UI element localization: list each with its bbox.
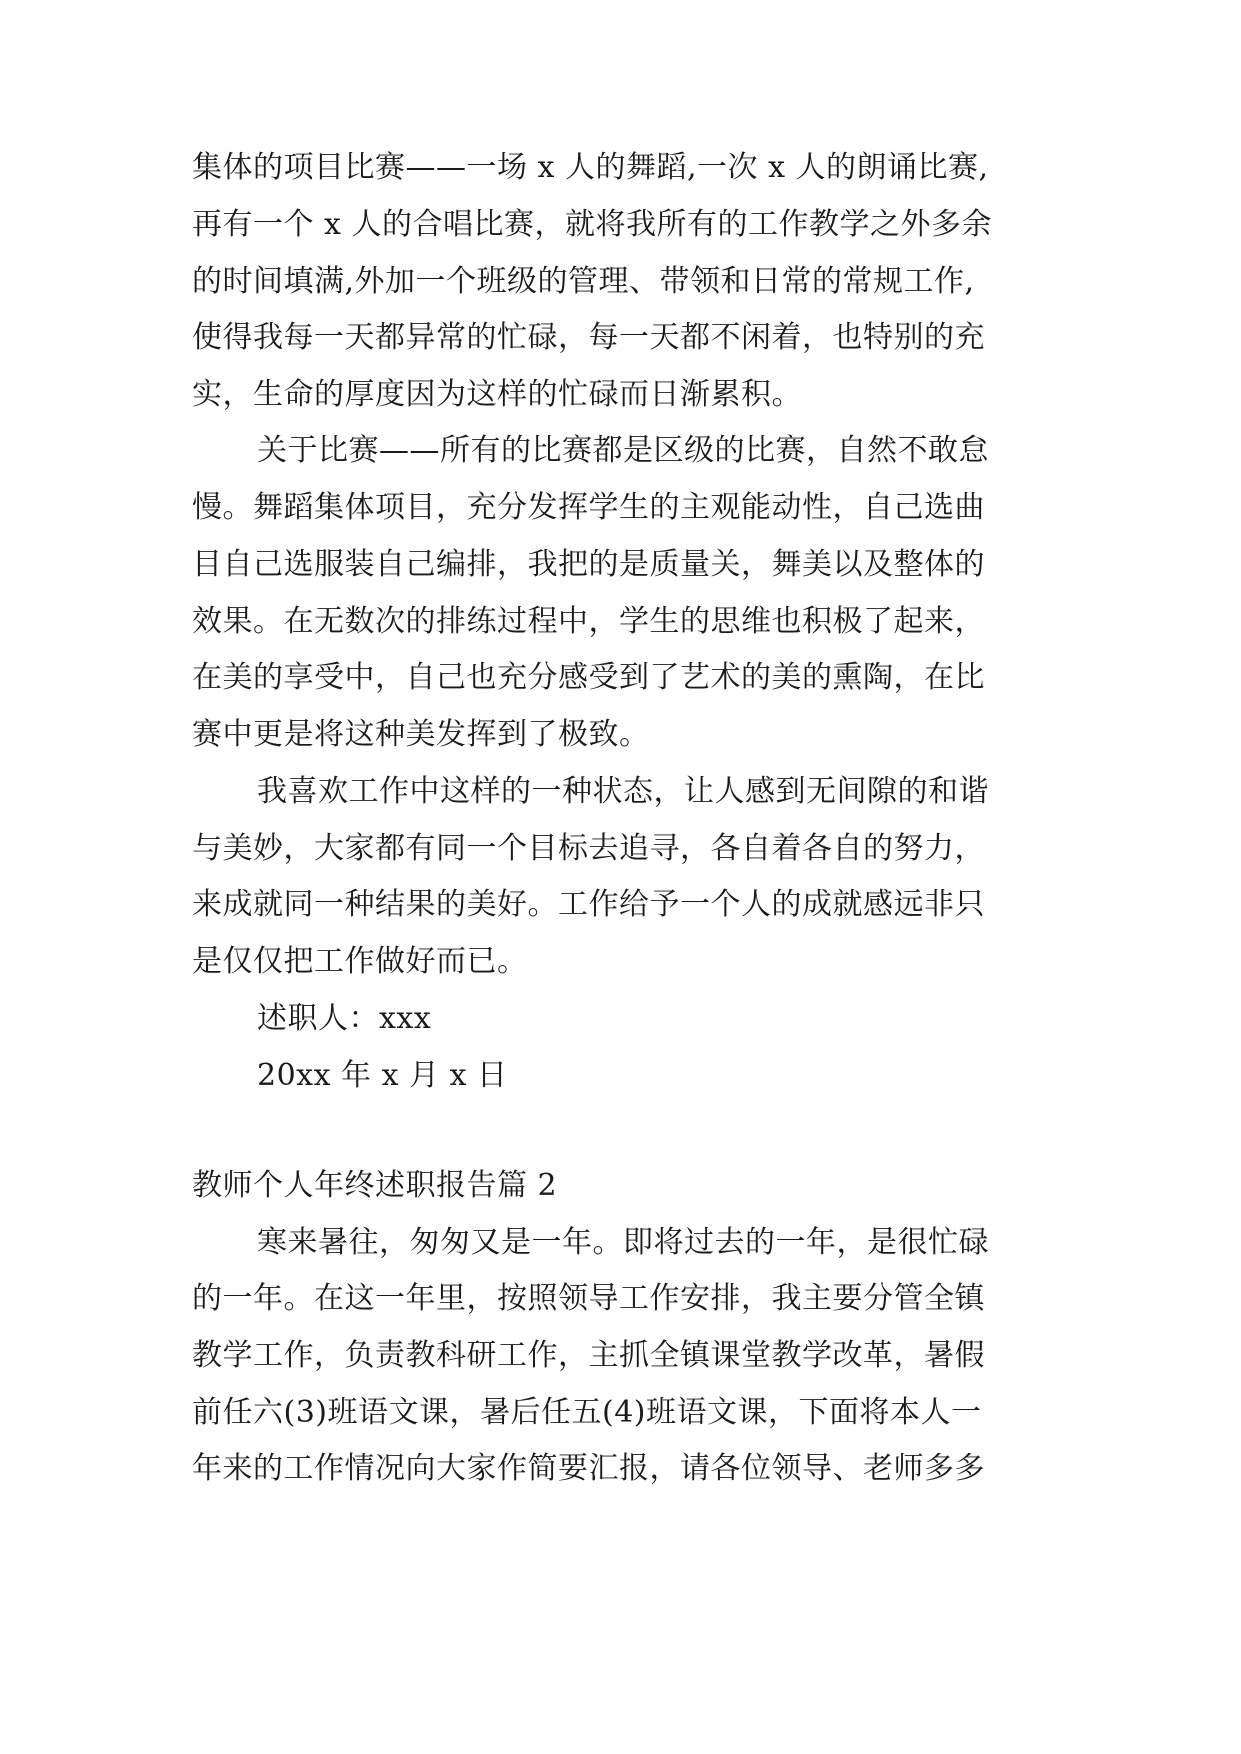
paragraph-line: 在美的享受中，自己也充分感受到了艺术的美的熏陶，在比 <box>192 660 985 695</box>
paragraph-line: 前任六(3)班语文课，暑后任五(4)班语文课，下面将本人一 <box>192 1395 982 1430</box>
paragraph-line: 目自己选服装自己编排，我把的是质量关，舞美以及整体的 <box>192 547 985 582</box>
paragraph-line: 集体的项目比赛——一场 x 人的舞蹈,一次 x 人的朗诵比赛, <box>192 150 989 185</box>
paragraph-line: 再有一个 x 人的合唱比赛，就将我所有的工作教学之外多余 <box>192 207 992 242</box>
paragraph-line: 的时间填满,外加一个班级的管理、带领和日常的常规工作, <box>192 264 975 299</box>
paragraph-line: 关于比赛——所有的比赛都是区级的比赛，自然不敢怠 <box>257 433 989 468</box>
paragraph-line: 赛中更是将这种美发挥到了极致。 <box>192 717 650 752</box>
date-line: 20xx 年 x 月 x 日 <box>257 1058 508 1093</box>
section-heading: 教师个人年终述职报告篇 2 <box>192 1168 558 1203</box>
paragraph-line: 使得我每一天都异常的忙碌，每一天都不闲着，也特别的充 <box>192 320 985 355</box>
paragraph-line: 效果。在无数次的排练过程中，学生的思维也积极了起来， <box>192 604 985 639</box>
paragraph-line: 来成就同一种结果的美好。工作给予一个人的成就感远非只 <box>192 887 985 922</box>
paragraph-line: 的一年。在这一年里，按照领导工作安排，我主要分管全镇 <box>192 1281 985 1316</box>
paragraph-line: 寒来暑往，匆匆又是一年。即将过去的一年，是很忙碌 <box>257 1225 989 1260</box>
signature-line: 述职人：xxx <box>257 1001 432 1036</box>
paragraph-line: 实，生命的厚度因为这样的忙碌而日渐累积。 <box>192 377 802 412</box>
paragraph-line: 年来的工作情况向大家作简要汇报，请各位领导、老师多多 <box>192 1451 985 1486</box>
paragraph-line: 是仅仅把工作做好而已。 <box>192 944 528 979</box>
paragraph-line: 我喜欢工作中这样的一种状态，让人感到无间隙的和谐 <box>257 774 989 809</box>
paragraph-line: 教学工作，负责教科研工作，主抓全镇课堂教学改革，暑假 <box>192 1338 985 1373</box>
paragraph-line: 与美妙，大家都有同一个目标去追寻，各自着各自的努力， <box>192 831 985 866</box>
paragraph-line: 慢。舞蹈集体项目，充分发挥学生的主观能动性，自己选曲 <box>192 490 985 525</box>
